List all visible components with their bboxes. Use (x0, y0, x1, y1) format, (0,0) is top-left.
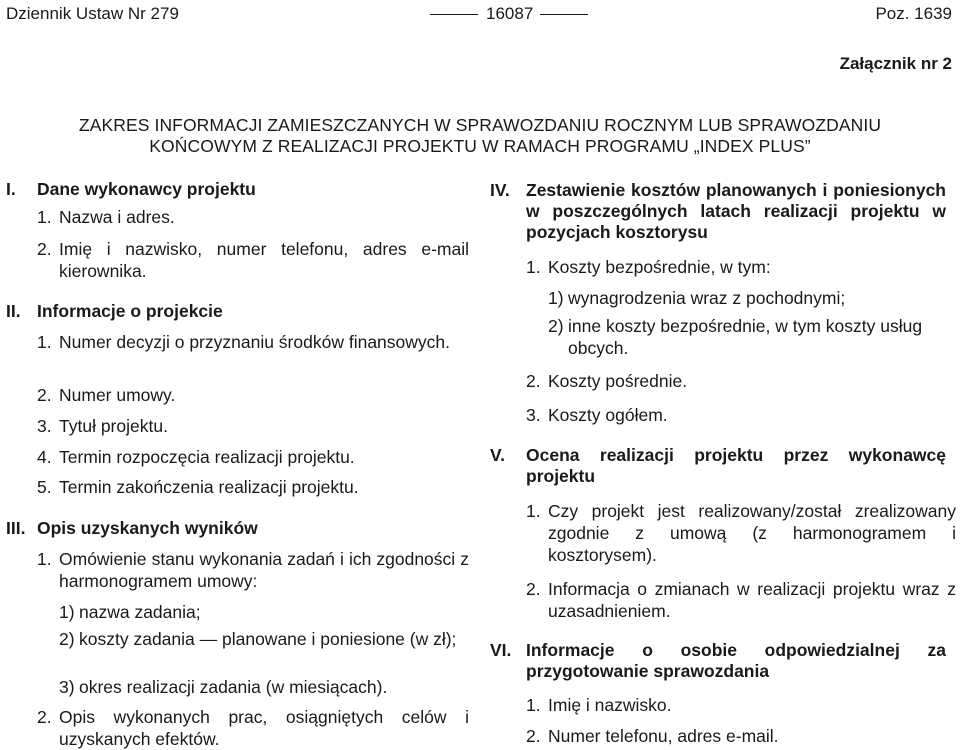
section-number: I. (6, 179, 16, 199)
list-item: 2) koszty zadania — planowane i poniesione (w zł); (59, 629, 457, 649)
section-title: Dane wykonawcy projektu (37, 179, 256, 199)
list-item: 1. Omówienie stanu wykonania zadań i ich zgodności z harmonogramem umowy: (37, 549, 469, 591)
list-item: 2. Imię i nazwisko, numer telefonu, adres e-mail kierownika. (37, 239, 469, 281)
list-item: 3. Koszty ogółem. (526, 405, 668, 425)
list-item: 4. Termin rozpoczęcia realizacji projektu. (37, 447, 355, 467)
list-item: 1. Numer decyzji o przyznaniu środków finansowych. (37, 332, 450, 352)
list-item: 2. Numer telefonu, adres e-mail. (526, 726, 779, 746)
header-dash-right (540, 14, 588, 15)
list-item: 2. Koszty pośrednie. (526, 371, 688, 391)
list-item: 2) inne koszty bezpośrednie, w tym koszty usług obcych. (548, 316, 923, 358)
document-title-line1: ZAKRES INFORMACJI ZAMIESZCZANYCH W SPRAWOZDANIU ROCZNYM LUB SPRAWOZDANIU (78, 115, 882, 135)
list-item: 1) wynagrodzenia wraz z pochodnymi; (548, 288, 846, 308)
list-item: 3) okres realizacji zadania (w miesiącach). (59, 677, 388, 697)
list-item: 1. Czy projekt jest realizowany/został zrealizowany zgodnie z umową (z harmonogramem i kosztorysem). (526, 501, 956, 565)
list-item: 1) nazwa zadania; (59, 602, 201, 622)
list-item: 2. Opis wykonanych prac, osiągniętych celów i uzyskanych efektów. (37, 707, 469, 749)
list-item: 1. Koszty bezpośrednie, w tym: (526, 257, 771, 277)
list-item: 2. Numer umowy. (37, 385, 176, 405)
list-item: 1. Nazwa i adres. (37, 207, 175, 227)
annex-label: Załącznik nr 2 (839, 54, 952, 73)
list-item: 1. Imię i nazwisko. (526, 695, 672, 715)
list-item: 5. Termin zakończenia realizacji projektu. (37, 477, 359, 497)
position-number: Poz. 1639 (875, 4, 952, 23)
page-number: 16087 (486, 4, 534, 23)
list-item: 2. Informacja o zmianach w realizacji projektu wraz z uzasadnieniem. (526, 579, 956, 621)
journal-name: Dziennik Ustaw Nr 279 (6, 4, 179, 23)
header-dash-left (430, 14, 478, 15)
document-title-line2: KOŃCOWYM Z REALIZACJI PROJEKTU W RAMACH PROGRAMU „INDEX PLUS” (149, 136, 811, 156)
list-item: 3. Tytuł projektu. (37, 416, 168, 436)
